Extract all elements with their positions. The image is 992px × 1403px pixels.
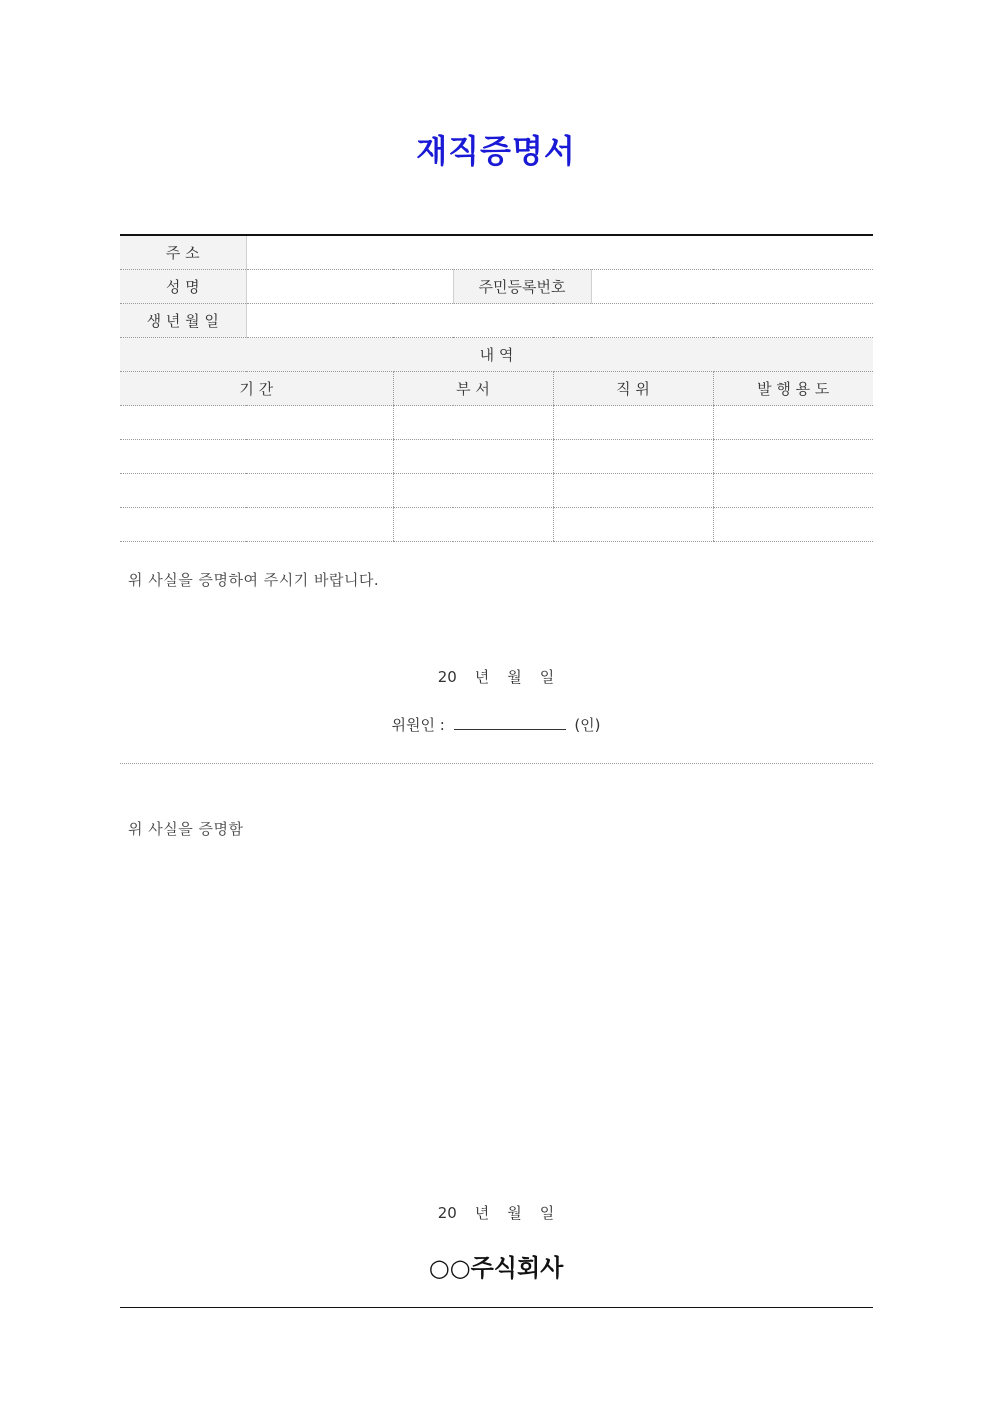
department-cell[interactable] (393, 474, 553, 508)
period-cell[interactable] (120, 474, 393, 508)
purpose-cell[interactable] (713, 508, 873, 542)
position-cell[interactable] (553, 508, 713, 542)
resident-number-value[interactable] (591, 270, 873, 304)
issue-date (0, 1202, 992, 1223)
section-divider (120, 763, 873, 764)
department-cell[interactable] (393, 406, 553, 440)
column-period: 기 간 (120, 372, 393, 406)
name-row (120, 270, 873, 304)
applicant-signature-field[interactable] (454, 715, 566, 730)
table-row (120, 440, 873, 474)
request-date-month-unit: 월 (507, 668, 522, 686)
position-cell[interactable] (553, 474, 713, 508)
request-date-day-unit: 일 (539, 668, 555, 686)
applicant-seal: (인) (574, 716, 601, 734)
issue-date-month-unit: 월 (507, 1204, 522, 1222)
birthdate-label: 생 년 월 일 (120, 304, 246, 338)
birthdate-value[interactable] (246, 304, 873, 338)
purpose-cell[interactable] (713, 406, 873, 440)
position-cell[interactable] (553, 440, 713, 474)
document-title: 재직증명서 (416, 132, 576, 170)
column-purpose: 발 행 용 도 (713, 372, 873, 406)
history-section-label: 내 역 (120, 338, 873, 372)
history-section-row (120, 338, 873, 372)
name-label: 성 명 (120, 270, 246, 304)
issue-date-year-prefix: 20 (437, 1204, 457, 1222)
column-department: 부 서 (393, 372, 553, 406)
position-cell[interactable] (553, 406, 713, 440)
resident-number-label: 주민등록번호 (453, 270, 591, 304)
period-cell[interactable] (120, 440, 393, 474)
period-cell[interactable] (120, 406, 393, 440)
period-cell[interactable] (120, 508, 393, 542)
applicant-line (0, 714, 992, 735)
department-cell[interactable] (393, 508, 553, 542)
certify-sentence: 위 사실을 증명함 (128, 820, 244, 838)
table-row (120, 406, 873, 440)
address-label-text: 주 소 (165, 244, 200, 262)
company-name: ○○주식회사 (428, 1254, 564, 1282)
request-date (0, 666, 992, 687)
address-row (120, 235, 873, 270)
employment-info-table (120, 234, 873, 542)
department-cell[interactable] (393, 440, 553, 474)
purpose-cell[interactable] (713, 474, 873, 508)
birthdate-row (120, 304, 873, 338)
applicant-label: 위원인 : (391, 716, 445, 734)
name-value[interactable] (246, 270, 453, 304)
address-value[interactable] (246, 235, 873, 270)
request-sentence: 위 사실을 증명하여 주시기 바랍니다. (128, 571, 380, 589)
table-row (120, 474, 873, 508)
column-position: 직 위 (553, 372, 713, 406)
request-date-year-prefix: 20 (437, 668, 457, 686)
purpose-cell[interactable] (713, 440, 873, 474)
address-label (120, 235, 246, 270)
issue-date-day-unit: 일 (539, 1204, 555, 1222)
table-row (120, 508, 873, 542)
issue-date-year-unit: 년 (474, 1204, 490, 1222)
request-date-year-unit: 년 (474, 668, 490, 686)
bottom-rule (120, 1307, 873, 1308)
history-header-row (120, 372, 873, 406)
